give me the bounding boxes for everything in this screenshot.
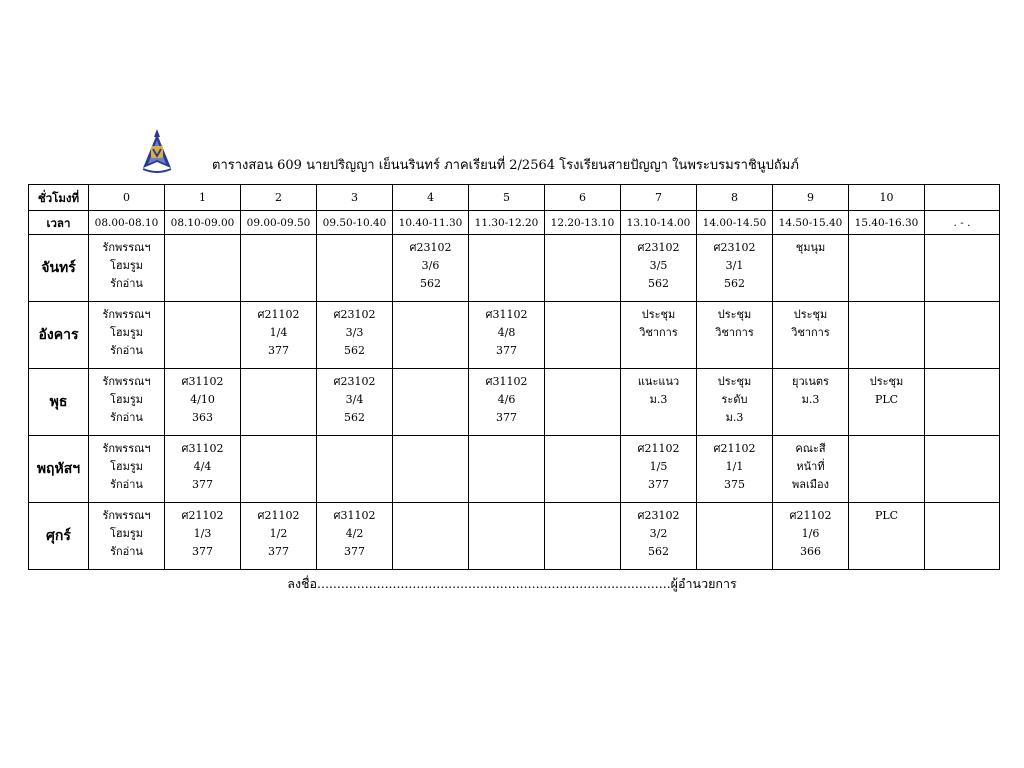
schedule-cell-line: ศ31102: [181, 442, 224, 455]
period-number: 7: [621, 185, 697, 211]
day-row: [29, 302, 1000, 369]
schedule-cell: [317, 369, 393, 436]
schedule-cell-line: โฮมรูม: [109, 527, 144, 540]
schedule-cell-line: ม.3: [725, 411, 744, 424]
schedule-cell-line: 377: [496, 344, 517, 357]
period-number: 8: [697, 185, 773, 211]
time-slot: 08.00-08.10: [89, 211, 165, 235]
schedule-cell: [393, 369, 469, 436]
schedule-cell-line: 562: [648, 545, 669, 558]
period-header-row: [29, 185, 1000, 211]
schedule-cell: [925, 235, 1000, 302]
schedule-cell-line: PLC: [874, 393, 899, 406]
schedule-cell: [469, 235, 545, 302]
time-slot: 08.10-09.00: [165, 211, 241, 235]
schedule-cell: [469, 503, 545, 570]
period-number: 6: [545, 185, 621, 211]
page-title: ตารางสอน 609 นายปริญญา เย็นนรินทร์ ภาคเรียนที่ 2/2564 โรงเรียนสายปัญญา ในพระบรมราชินูปถัมภ์: [212, 158, 799, 173]
schedule-cell-line: 377: [192, 545, 213, 558]
schedule-cell: [925, 503, 1000, 570]
schedule-cell-line: รักพรรณฯ: [102, 308, 151, 321]
schedule-cell-line: PLC: [874, 509, 899, 522]
schedule-cell: [89, 235, 165, 302]
schedule-cell: [773, 436, 849, 503]
schedule-cell: [469, 302, 545, 369]
schedule-cell: [697, 503, 773, 570]
time-slot: 14.50-15.40: [773, 211, 849, 235]
schedule-cell-line: 3/2: [649, 527, 668, 540]
time-slot: 12.20-13.10: [545, 211, 621, 235]
day-name: จันทร์: [29, 235, 89, 302]
time-slot: 09.50-10.40: [317, 211, 393, 235]
day-name: ศุกร์: [29, 503, 89, 570]
schedule-cell: [241, 503, 317, 570]
schedule-cell: [241, 369, 317, 436]
schedule-cell-line: ศ21102: [257, 308, 300, 321]
time-header-label: เวลา: [29, 211, 89, 235]
time-slot: 09.00-09.50: [241, 211, 317, 235]
schedule-cell-line: ศ31102: [485, 375, 528, 388]
schedule-cell-line: โฮมรูม: [109, 393, 144, 406]
schedule-cell-line: ประชุม: [869, 375, 904, 388]
schedule-cell: [165, 302, 241, 369]
day-name: พฤหัสฯ: [29, 436, 89, 503]
schedule-cell-line: 3/1: [725, 259, 744, 272]
schedule-cell-line: 3/5: [649, 259, 668, 272]
schedule-cell: [317, 436, 393, 503]
time-slot: 11.30-12.20: [469, 211, 545, 235]
schedule-cell-line: 375: [724, 478, 745, 491]
day-row: [29, 436, 1000, 503]
time-slot: 14.00-14.50: [697, 211, 773, 235]
schedule-cell-line: 4/10: [190, 393, 215, 406]
period-number: 0: [89, 185, 165, 211]
schedule-cell-line: ศ21102: [181, 509, 224, 522]
schedule-cell-line: รักอ่าน: [110, 277, 143, 290]
schedule-cell-line: รักพรรณฯ: [102, 442, 151, 455]
schedule-cell-line: รักพรรณฯ: [102, 375, 151, 388]
schedule-cell-line: วิชาการ: [791, 326, 830, 339]
schedule-cell: [773, 302, 849, 369]
schedule-cell-line: 377: [268, 545, 289, 558]
time-row: [29, 211, 1000, 235]
schedule-cell-line: 3/3: [345, 326, 364, 339]
schedule-cell: [165, 436, 241, 503]
schedule-cell-line: ม.3: [801, 393, 820, 406]
signature-line: ลงชื่อ.........................................................................................ผู้อำนวยการ: [287, 576, 737, 591]
schedule-cell: [849, 369, 925, 436]
schedule-cell-line: ศ31102: [485, 308, 528, 321]
schedule-cell: [165, 369, 241, 436]
schedule-cell-line: 1/4: [269, 326, 288, 339]
schedule-cell-line: 1/2: [269, 527, 288, 540]
schedule-cell-line: 377: [496, 411, 517, 424]
schedule-cell-line: ศ31102: [333, 509, 376, 522]
schedule-cell-line: โฮมรูม: [109, 460, 144, 473]
schedule-cell-line: ประชุม: [717, 308, 752, 321]
schedule-cell: [545, 503, 621, 570]
schedule-cell: [545, 235, 621, 302]
schedule-cell-line: รักอ่าน: [110, 344, 143, 357]
day-name: พุธ: [29, 369, 89, 436]
schedule-cell: [849, 503, 925, 570]
schedule-cell: [773, 503, 849, 570]
schedule-cell-line: วิชาการ: [715, 326, 754, 339]
time-slot: 15.40-16.30: [849, 211, 925, 235]
period-number: 9: [773, 185, 849, 211]
schedule-cell: [621, 503, 697, 570]
schedule-cell: [849, 235, 925, 302]
period-number: [925, 185, 1000, 211]
schedule-cell: [621, 369, 697, 436]
period-number: 4: [393, 185, 469, 211]
schedule-cell-line: 377: [192, 478, 213, 491]
schedule-cell-line: หน้าที่: [796, 460, 825, 473]
schedule-cell: [621, 302, 697, 369]
schedule-cell-line: ศ23102: [637, 241, 680, 254]
schedule-cell-line: 3/6: [421, 259, 440, 272]
schedule-cell: [165, 235, 241, 302]
schedule-cell-line: 562: [724, 277, 745, 290]
schedule-cell-line: ประชุม: [793, 308, 828, 321]
schedule-cell-line: ศ21102: [789, 509, 832, 522]
schedule-cell: [241, 436, 317, 503]
schedule-cell: [393, 503, 469, 570]
schedule-cell-line: 1/3: [193, 527, 212, 540]
schedule-cell-line: ศ31102: [181, 375, 224, 388]
schedule-cell: [925, 302, 1000, 369]
schedule-cell-line: ระดับ: [721, 393, 748, 406]
schedule-cell-line: แนะแนว: [637, 375, 680, 388]
schedule-cell: [469, 369, 545, 436]
schedule-cell: [697, 369, 773, 436]
schedule-cell-line: ศ23102: [713, 241, 756, 254]
schedule-cell-line: 4/2: [345, 527, 364, 540]
schedule-cell: [621, 436, 697, 503]
schedule-cell: [545, 436, 621, 503]
schedule-cell: [545, 302, 621, 369]
schedule-cell: [393, 436, 469, 503]
schedule-cell-line: รักพรรณฯ: [102, 241, 151, 254]
schedule-cell-line: ศ23102: [637, 509, 680, 522]
schedule-cell: [89, 302, 165, 369]
schedule-cell-line: 4/4: [193, 460, 212, 473]
schedule-cell-line: 1/5: [649, 460, 668, 473]
schedule-cell-line: ศ23102: [409, 241, 452, 254]
schedule-cell-line: วิชาการ: [639, 326, 678, 339]
schedule-cell-line: ศ21102: [257, 509, 300, 522]
schedule-cell-line: 562: [344, 344, 365, 357]
schedule-cell-line: 377: [648, 478, 669, 491]
schedule-cell-line: รักอ่าน: [110, 411, 143, 424]
schedule-cell: [89, 369, 165, 436]
schedule-cell: [469, 436, 545, 503]
schedule-cell: [697, 436, 773, 503]
schedule-cell-line: ศ23102: [333, 308, 376, 321]
day-row: [29, 235, 1000, 302]
schedule-cell: [241, 235, 317, 302]
period-number: 10: [849, 185, 925, 211]
day-row: [29, 503, 1000, 570]
schedule-cell-line: โฮมรูม: [109, 326, 144, 339]
schedule-cell-line: 562: [420, 277, 441, 290]
schedule-cell: [773, 235, 849, 302]
schedule-cell-line: รักอ่าน: [110, 545, 143, 558]
schedule-cell: [89, 436, 165, 503]
schedule-cell: [773, 369, 849, 436]
time-slot: . - .: [925, 211, 1000, 235]
schedule-cell-line: 363: [192, 411, 213, 424]
schedule-cell: [393, 235, 469, 302]
day-name: อังคาร: [29, 302, 89, 369]
period-number: 3: [317, 185, 393, 211]
schedule-cell-line: 4/6: [497, 393, 516, 406]
schedule-cell: [925, 436, 1000, 503]
schedule-cell-line: 562: [344, 411, 365, 424]
schedule-cell-line: 377: [344, 545, 365, 558]
schedule-cell-line: ศ21102: [713, 442, 756, 455]
schedule-cell-line: 4/8: [497, 326, 516, 339]
schedule-cell: [697, 235, 773, 302]
day-row: [29, 369, 1000, 436]
schedule-cell-line: พลเมือง: [792, 478, 829, 491]
schedule-cell-line: รักพรรณฯ: [102, 509, 151, 522]
schedule-cell-line: ประชุม: [641, 308, 676, 321]
schedule-cell-line: ยุวเนตร: [792, 375, 829, 388]
schedule-cell-line: คณะสี: [795, 442, 826, 455]
schedule-cell-line: 377: [268, 344, 289, 357]
time-slot: 10.40-11.30: [393, 211, 469, 235]
schedule-cell: [621, 235, 697, 302]
schedule-cell: [393, 302, 469, 369]
period-number: 1: [165, 185, 241, 211]
schedule-cell-line: 366: [800, 545, 821, 558]
schedule-cell-line: โฮมรูม: [109, 259, 144, 272]
schedule-cell: [545, 369, 621, 436]
schedule-cell: [697, 302, 773, 369]
period-header-label: ชั่วโมงที่: [29, 185, 89, 211]
schedule-cell: [317, 302, 393, 369]
schedule-cell-line: รักอ่าน: [110, 478, 143, 491]
time-slot: 13.10-14.00: [621, 211, 697, 235]
schedule-cell-line: ศ23102: [333, 375, 376, 388]
period-number: 2: [241, 185, 317, 211]
schedule-cell-line: ม.3: [649, 393, 668, 406]
schedule-cell-line: 562: [648, 277, 669, 290]
schedule-cell-line: 1/6: [801, 527, 820, 540]
schedule-cell-line: 1/1: [725, 460, 744, 473]
schedule-cell: [925, 369, 1000, 436]
schedule-cell: [317, 235, 393, 302]
schedule-cell: [165, 503, 241, 570]
schedule-cell: [89, 503, 165, 570]
school-emblem-icon: [140, 128, 174, 176]
schedule-cell: [317, 503, 393, 570]
schedule-cell-line: ศ21102: [637, 442, 680, 455]
schedule-cell-line: ชุมนุม: [795, 241, 826, 254]
schedule-cell-line: 3/4: [345, 393, 364, 406]
schedule-cell-line: ประชุม: [717, 375, 752, 388]
period-number: 5: [469, 185, 545, 211]
schedule-cell: [241, 302, 317, 369]
schedule-cell: [849, 436, 925, 503]
schedule-cell: [849, 302, 925, 369]
timetable: [28, 184, 1000, 570]
